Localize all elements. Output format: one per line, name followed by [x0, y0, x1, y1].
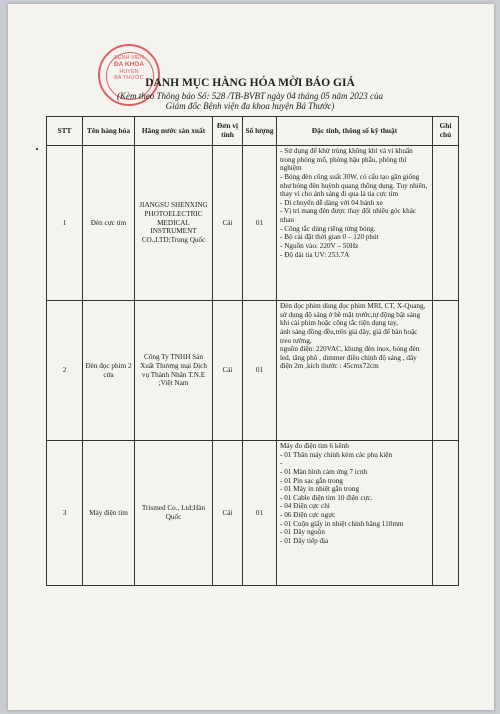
row-qty: 01: [243, 146, 277, 301]
spec-line: Đèn đọc phim dùng đọc phim MRI, CT, X-Quang,: [280, 302, 426, 310]
spec-line: - Bộ cài đặt thời gian 0 – 120 phút: [280, 233, 379, 242]
spec-line: - Di chuyển dễ dàng với 04 bánh xe: [280, 198, 383, 207]
row-name: Đèn cực tím: [83, 146, 135, 301]
spec-line: - 01 Cable điện tim 10 điện cực.: [280, 493, 373, 502]
stamp-line-2: ĐA KHOA: [113, 61, 145, 69]
row-stt: 2: [47, 301, 83, 441]
table-header-row: [47, 117, 459, 146]
header-unit: Đơn vị tính: [213, 117, 243, 146]
spec-line: -: [280, 459, 283, 468]
spec-line: - Bóng đèn công suất 30W, có cấu tạo gần giống như bóng đèn huỳnh quang thông dụng. Tuy nhiên, thay vì cho ánh sáng đi qua là tia cực tím: [280, 172, 428, 199]
row-stt: 3: [47, 441, 83, 586]
header-spec: Đặc tính, thông số kỹ thuật: [277, 117, 433, 146]
row-stt: 1: [47, 146, 83, 301]
row-name: Máy điện tim: [83, 441, 135, 586]
margin-mark: [36, 148, 38, 150]
spec-line: - Công tắc dùng riêng từng bóng.: [280, 224, 376, 233]
spec-line: - Sử dụng để khử trùng không khí và vi khuẩn trong phòng mổ, phòng hậu phẫu, phòng thí nghiệm: [280, 147, 413, 173]
row-unit: Cái: [213, 441, 243, 586]
spec-line: - 04 Điện cực chi: [280, 502, 330, 511]
spec-line: - Nguồn vào: 220V – 50Hz: [280, 242, 359, 251]
row-origin: Công Ty TNHH Sản Xuất Thương mại Dịch vụ Thành Nhân T.N.E ;Việt Nam: [135, 301, 213, 441]
table-row: [47, 146, 459, 301]
spec-line: - 01 Máy in nhiệt gắn trong: [280, 485, 360, 494]
document-title: DANH MỤC HÀNG HÓA MỜI BÁO GIÁ: [145, 77, 355, 89]
document-subtitle: [0, 91, 500, 112]
subtitle-line-2: Giám đốc Bệnh viện đa khoa huyện Bá Thước): [165, 101, 335, 112]
header-note: Ghi chú: [433, 117, 459, 146]
row-note: [433, 301, 459, 441]
spec-line: - 01 Dây nguồn: [280, 528, 325, 537]
header-origin: Hãng nước sản xuất: [135, 117, 213, 146]
stamp-line-3: HUYỆN: [119, 68, 139, 75]
row-note: [433, 441, 459, 586]
row-spec: [277, 301, 433, 441]
subtitle-line-1: (Kèm theo Thông báo Số: 528 /TB-BVBT ngày 04 tháng 05 năm 2023 của: [116, 91, 384, 101]
spec-line: - 06 Điện cực ngực: [280, 511, 336, 520]
row-unit: Cái: [213, 301, 243, 441]
spec-line: nguồn điện: 220VAC, khung đèn inox, bóng đèn led, tăng phô , dimmer điều chỉnh độ sáng , dây điện 2m ,kích thước : 45cmx72cm: [280, 345, 420, 371]
spec-line: ánh sáng đồng đều,trên giá dây, giá đế bàn hoặc treo tường,: [280, 327, 418, 345]
header-stt: STT: [47, 117, 83, 146]
spec-line: - 01 Cuộn giấy in nhiệt chính hãng 110mm: [280, 519, 404, 528]
spec-line: Máy đo điện tim 6 kênh: [280, 442, 349, 450]
header-qty: Số lượng: [243, 117, 277, 146]
spec-line: - 01 Dây tiếp địa: [280, 537, 329, 546]
row-qty: 01: [243, 441, 277, 586]
row-qty: 01: [243, 301, 277, 441]
stamp-line-4: BÁ THƯỚC: [114, 75, 144, 82]
spec-line: - Độ dài tia UV: 253.7A: [280, 250, 350, 259]
header-name: Tên hàng hóa: [83, 117, 135, 146]
spec-line: - Vị trí mang đèn được thay đổi nhiều góc khác nhau: [280, 207, 417, 225]
spec-line: - 01 Thân máy chính kèm các phụ kiện: [280, 450, 393, 459]
spec-line: - 01 Pin sạc gắn trong: [280, 476, 343, 485]
row-spec: [277, 441, 433, 586]
row-unit: Cái: [213, 146, 243, 301]
stamp-line-1: BỆNH VIỆN: [114, 55, 144, 61]
table-row: [47, 301, 459, 441]
spec-line: - 01 Màn hình cảm ứng 7 icnh: [280, 467, 368, 476]
row-origin: JIANGSU SHENXING PHOTOELECTRIC MEDICAL INSTRUMENT CO.,LTD;Trung Quốc: [135, 146, 213, 301]
table-row: [47, 441, 459, 586]
row-spec: [277, 146, 433, 301]
goods-table: [46, 116, 459, 586]
row-note: [433, 146, 459, 301]
spec-line: sử dụng độ sáng ở bề mặt trước,tự động bật sáng khi cài phim hoặc công tắc tiện dụng tay,: [280, 310, 421, 328]
row-origin: Trismed Co., Ltd;Hàn Quốc: [135, 441, 213, 586]
row-name: Đèn đọc phim 2 cửa: [83, 301, 135, 441]
